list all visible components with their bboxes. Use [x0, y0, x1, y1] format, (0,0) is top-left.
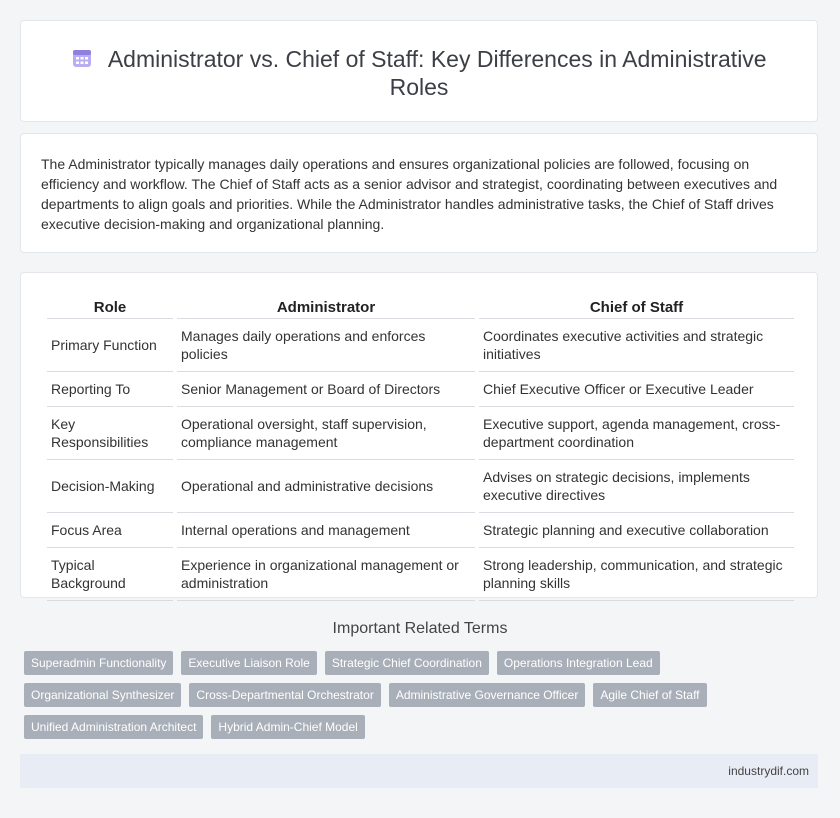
- row-label: Reporting To: [47, 372, 173, 407]
- administrator-cell: Internal operations and management: [177, 513, 475, 548]
- related-term-tag[interactable]: Executive Liaison Role: [181, 651, 316, 675]
- chief-of-staff-cell: Strategic planning and executive collaboration: [479, 513, 794, 548]
- chief-of-staff-cell: Advises on strategic decisions, implements executive directives: [479, 460, 794, 513]
- administrator-cell: Experience in organizational management or administration: [177, 548, 475, 601]
- footer: [20, 754, 818, 788]
- intro-card: [20, 133, 818, 253]
- comparison-card: [20, 272, 818, 598]
- calendar-icon: [71, 47, 93, 69]
- chief-of-staff-cell: Strong leadership, communication, and strategic planning skills: [479, 548, 794, 601]
- row-label: Decision-Making: [47, 460, 173, 513]
- related-term-tag[interactable]: Organizational Synthesizer: [24, 683, 181, 707]
- table-row: [47, 372, 794, 407]
- title-wrap: [21, 45, 817, 101]
- footer-site-link[interactable]: industrydif.com: [728, 764, 809, 778]
- table-row: [47, 460, 794, 513]
- administrator-cell: Operational and administrative decisions: [177, 460, 475, 513]
- table-row: [47, 548, 794, 601]
- related-term-tag[interactable]: Strategic Chief Coordination: [325, 651, 489, 675]
- header-chief-of-staff: Chief of Staff: [479, 295, 794, 319]
- table-header-row: [47, 295, 794, 319]
- row-label: Primary Function: [47, 319, 173, 372]
- related-terms-title: Important Related Terms: [332, 620, 508, 637]
- row-label: Typical Background: [47, 548, 173, 601]
- administrator-cell: Senior Management or Board of Directors: [177, 372, 475, 407]
- page-title: Administrator vs. Chief of Staff: Key Differences in Administrative Roles: [107, 46, 767, 100]
- related-term-tag[interactable]: Agile Chief of Staff: [593, 683, 706, 707]
- chief-of-staff-cell: Executive support, agenda management, cross-department coordination: [479, 407, 794, 460]
- table-row: [47, 319, 794, 372]
- related-terms-list: [20, 649, 810, 745]
- header-administrator: Administrator: [177, 295, 475, 319]
- related-term-tag[interactable]: Hybrid Admin-Chief Model: [211, 715, 364, 739]
- table-row: [47, 513, 794, 548]
- chief-of-staff-cell: Coordinates executive activities and strategic initiatives: [479, 319, 794, 372]
- comparison-table: [43, 295, 798, 601]
- related-term-tag[interactable]: Cross-Departmental Orchestrator: [189, 683, 380, 707]
- chief-of-staff-cell: Chief Executive Officer or Executive Leader: [479, 372, 794, 407]
- related-term-tag[interactable]: Administrative Governance Officer: [389, 683, 586, 707]
- administrator-cell: Manages daily operations and enforces policies: [177, 319, 475, 372]
- header-role: Role: [47, 295, 173, 319]
- related-term-tag[interactable]: Operations Integration Lead: [497, 651, 660, 675]
- title-card: [20, 20, 818, 122]
- related-term-tag[interactable]: Unified Administration Architect: [24, 715, 203, 739]
- row-label: Focus Area: [47, 513, 173, 548]
- related-term-tag[interactable]: Superadmin Functionality: [24, 651, 173, 675]
- administrator-cell: Operational oversight, staff supervision, compliance management: [177, 407, 475, 460]
- row-label: Key Responsibilities: [47, 407, 173, 460]
- intro-paragraph: The Administrator typically manages daily operations and ensures organizational policies are followed, focusing on efficiency and workflow. The Chief of Staff acts as a senior advisor and strategist, coordinating between executives and departments to align goals and priorities. While the Administrator handles administrative tasks, the Chief of Staff drives executive decision-making and organizational planning.: [41, 156, 778, 232]
- table-row: [47, 407, 794, 460]
